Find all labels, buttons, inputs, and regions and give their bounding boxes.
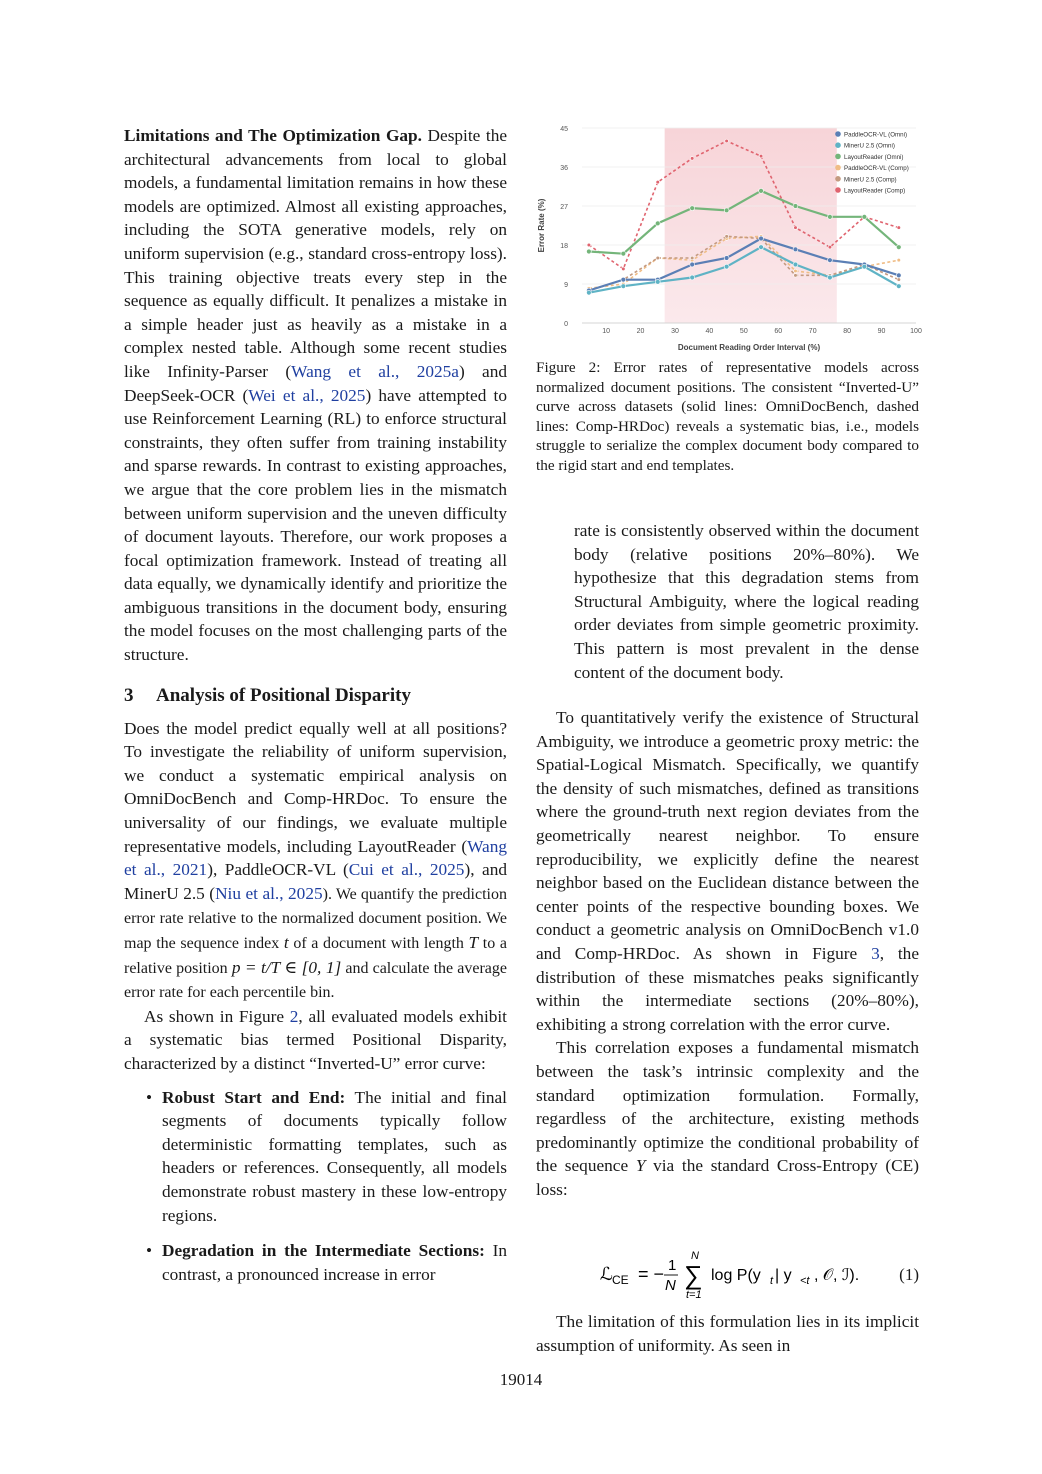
data-point [655,279,660,284]
data-point [793,204,798,209]
x-tick-label: 100 [910,328,922,335]
legend-label: LayoutReader (Omni) [844,153,904,161]
data-point [621,284,626,289]
x-axis-label: Document Reading Order Interval (%) [677,343,821,352]
data-point [759,188,764,193]
data-point [655,221,660,226]
page-number: 19014 [499,1370,543,1389]
eq-lhs-sub: CE [612,1273,629,1287]
data-point [896,245,901,250]
legend-label: LayoutReader (Comp) [844,187,906,195]
data-point [690,275,695,280]
citation-link[interactable]: Niu et al., 2025 [215,883,323,903]
bullet-item: • Degradation in the Intermediate Sections: In contrast, a pronounced increase in error [146,1241,507,1284]
bullet-continuation: rate is consistently observed within the document body (relative positions 20%–80%). We hypothesize that this degradation stems from Structural Ambiguity, where the logical reading order deviates from simple geometric proximity. This pattern is most prevalent in the dense content of the document body. [574,521,919,682]
right-column [536,706,919,1201]
data-point [794,226,798,230]
eq-sum-top: N [691,1250,699,1262]
x-tick-label: 50 [739,328,748,335]
data-point [794,274,798,278]
x-tick-label: 70 [808,328,817,335]
y-tick-label: 36 [560,165,568,172]
data-point [759,236,764,241]
data-point [828,258,833,263]
eq-body-sub: t [770,1275,774,1287]
legend-label: MinerU 2.5 (Omni) [844,142,895,150]
citation-link[interactable]: Wei et al., 2025 [248,385,366,405]
x-tick-label: 80 [843,328,852,335]
y-tick-label: 9 [564,282,568,289]
eq-body-mid: | y [775,1267,792,1284]
data-point [656,180,660,184]
data-point [656,256,660,260]
figure-link[interactable]: 3 [871,943,880,963]
eq-body: log P(y [711,1267,761,1284]
legend-marker [835,131,841,137]
legend-label: PaddleOCR-VL (Omni) [844,131,908,139]
section-title: Analysis of Positional Disparity [156,684,411,706]
section-heading [124,684,507,708]
legend-marker [835,165,841,171]
data-point [690,256,694,260]
figure-caption: Figure 2: Error rates of representative models across normalized document positions. The consistent “Inverted-U” curve across datasets (solid lines: OmniDocBench, dashed lines: Comp-HRDoc) reveals a systematic bias, i.e., models struggle to serialize the complex document body compared to the rigid start and end templates. [536,359,919,474]
limitations-paragraph: Limitations and The Optimization Gap. Despite the architectural advancements from local to global models, a fundamental limitation remains in how these models are optimized. Almost all existing approaches, including the SOTA generative models, rely on uniform supervision (e.g., standard cross-entropy loss). This training objective treats every step in the sequence as equally difficult. It penalizes a mistake in a simple header just as heavily as a mistake in a complex nested table. Although some recent studies like Infinity-Parser (Wang et al., 2025a) and DeepSeek-OCR (Wei et al., 2025) have attempted to use Reinforcement Learning (RL) to enforce structural constraints, they often suffer from training instability and sparse rewards. In contrast to existing approaches, we argue that the core problem lies in the mismatch between uniform supervision and the uneven difficulty of document layouts. Therefore, our work proposes a focal optimization framework. Instead of treating all data equally, we dynamically identify and prioritize the ambiguous transitions in the document body, ensuring the model focuses on the most challenging parts of the structure. [124,126,508,665]
data-point [794,269,798,273]
data-point [897,226,901,230]
x-tick-label: 60 [774,328,783,335]
bullet-icon: • [146,1087,153,1107]
paragraph-heading: Limitations and The Optimization Gap. [124,126,422,145]
bullet-icon: • [146,1241,153,1261]
data-point [828,275,833,280]
citation-link[interactable]: Cui et al., 2025 [348,860,465,880]
data-point [897,258,901,262]
data-point [690,206,695,211]
error-rate-chart [536,120,920,356]
limitation-paragraph: The limitation of this formulation lies in its implicit assumption of uniformity. As seen in [536,1312,919,1355]
data-point [690,157,694,161]
data-point [724,208,729,213]
citation-link[interactable]: Wang et al., 2021 [124,836,507,880]
legend-label: MinerU 2.5 (Comp) [844,176,897,184]
x-tick-label: 10 [602,328,611,335]
data-point [621,277,626,282]
equation-number: (1) [899,1265,919,1284]
data-point [759,154,763,158]
eq-equals: = − [638,1264,665,1284]
data-point [586,290,591,295]
data-point [725,235,729,239]
data-point [897,278,901,282]
data-point [724,256,729,261]
equation [536,1250,919,1300]
equation-formula [598,1250,878,1300]
y-tick-label: 27 [560,204,568,211]
data-point [586,249,591,254]
y-axis-label: Error Rate (%) [537,198,546,253]
eq-lhs: ℒ [600,1264,613,1284]
y-tick-label: 0 [564,321,568,328]
data-point [793,262,798,267]
bullet-item: • Robust Start and End: The initial and final segments of documents typically follow deterministic formatting templates, such as headers or references. Consequently, all models demonstrate robust mastery in these low-entropy regions. [146,1087,507,1225]
data-point [828,214,833,219]
data-point [896,273,901,278]
x-tick-label: 30 [671,328,679,335]
data-point [896,284,901,289]
data-point [587,243,591,247]
legend-marker [835,176,841,182]
left-column [124,124,507,1298]
data-point [759,245,764,250]
data-point [621,251,626,256]
data-point [793,247,798,252]
mismatch-paragraph: To quantitatively verify the existence of Structural Ambiguity, we introduce a geometric proxy metric: the Spatial-Logical Mismatch. Specifically, we quantify the density of such mismatches, defined as transitions where the ground-truth next region deviates from the geometrically nearest neighbor. To ensure reproducibility, we explicitly define the nearest neighbor based on the Euclidean distance between the center points of the respective bounding boxes. We conduct a geometric analysis on OmniDocBench v1.0 and Comp-HRDoc. As shown in Figure 3, the distribution of these mismatches peaks significantly within the intermediate sections (20%–80%), exhibiting a strong correlation with the error curve. [536,708,919,1034]
legend-marker [835,154,841,160]
y-tick-label: 45 [560,126,568,133]
eq-frac-num: 1 [668,1257,677,1274]
citation-link[interactable]: Wang et al., 2025a [291,361,459,381]
y-tick-label: 18 [560,243,568,250]
x-tick-label: 90 [877,328,886,335]
data-point [828,245,832,249]
data-point [724,264,729,269]
legend-marker [835,142,841,148]
eq-sum: ∑ [684,1260,703,1290]
figure-link[interactable]: 2 [289,1006,299,1026]
data-point [862,264,867,269]
correlation-paragraph: This correlation exposes a fundamental mismatch between the task’s intrinsic complexity and the standard optimization formulation. Formally, regardless of the architecture, existing methods predominantly optimize the conditional probability of the sequence Y via the standard Cross-Entropy (CE) loss: [536,1038,919,1199]
data-point [862,214,867,219]
eq-sum-bottom: t=1 [686,1289,702,1301]
eq-frac-den: N [665,1277,676,1294]
x-tick-label: 20 [636,328,645,335]
eq-body-sub: <t [800,1275,810,1287]
section-number: 3 [124,684,134,706]
data-point [725,139,729,143]
data-point [622,267,626,271]
x-tick-label: 40 [705,328,714,335]
data-point [690,262,695,267]
eq-body-end: , 𝒪, ℐ). [814,1267,860,1284]
figure-reference-paragraph: As shown in Figure 2, all evaluated models exhibit a systematic bias termed Positional Disparity, characterized by a distinct “Inverted-U” error curve: [124,1006,507,1073]
legend-label: PaddleOCR-VL (Comp) [844,165,909,173]
analysis-paragraph: Does the model predict equally well at all positions? To investigate the reliability of uniform supervision, we conduct a systematic empirical analysis on OmniDocBench and Comp-HRDoc. To ensure the universality of our findings, we evaluate multiple representative models, including LayoutReader (Wang et al., 2021), PaddleOCR-VL (Cui et al., 2025), and MinerU 2.5 (Niu et al., 2025). We quantify the prediction error rate relative to the normalized document position. We map the sequence index t of a document with length T to a relative position p = t/T ∈ [0, 1] and calculate the average error rate for each percentile bin. [124,718,508,1002]
legend-marker [835,187,841,193]
bullet-list [124,1086,507,1287]
